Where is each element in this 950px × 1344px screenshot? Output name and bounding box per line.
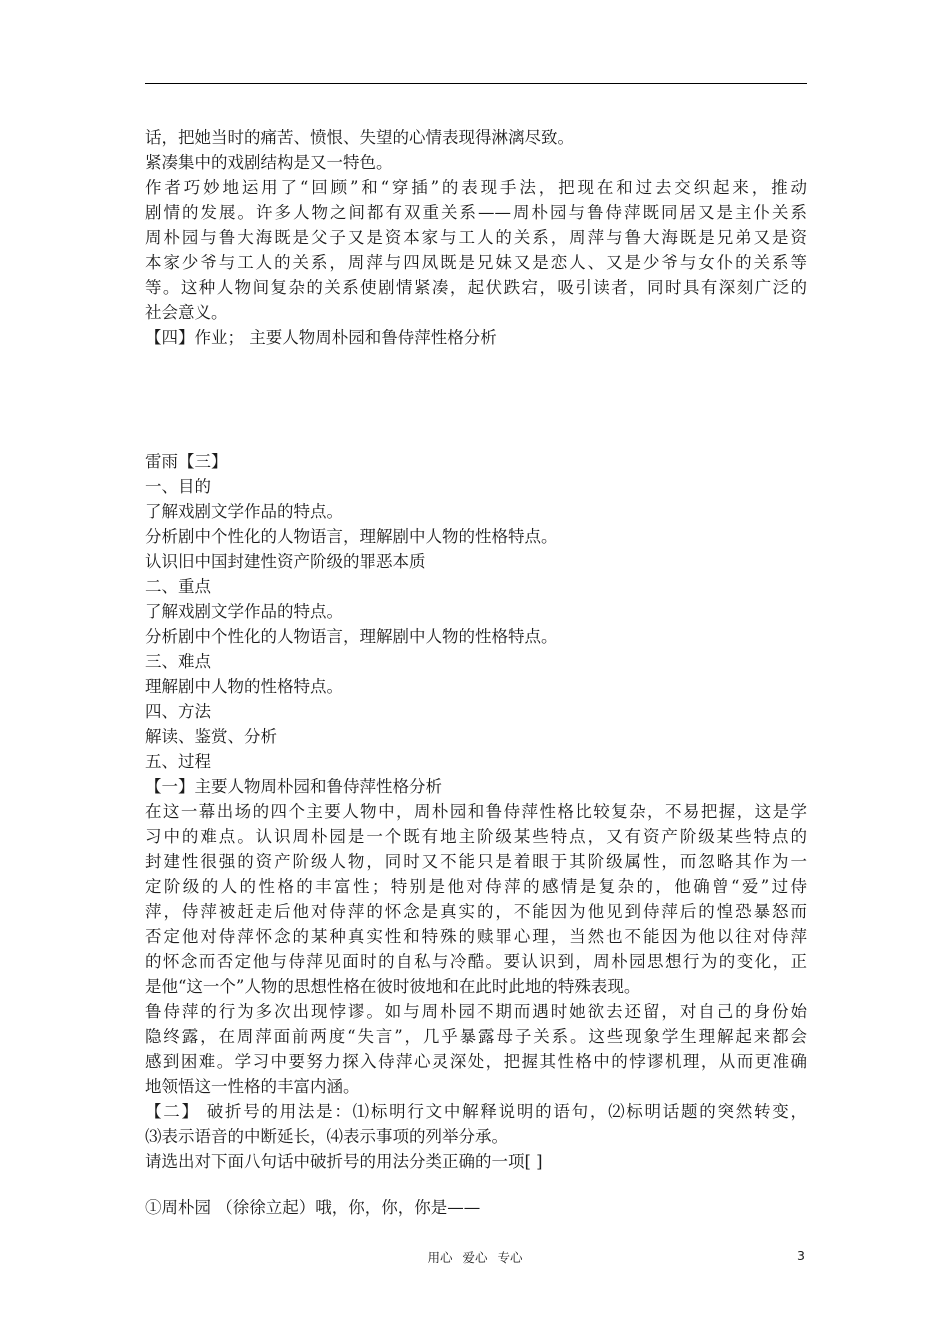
- text-line: 解读、鉴赏、分析: [145, 727, 277, 746]
- text-line: 了解戏剧文学作品的特点。: [145, 502, 343, 521]
- text-line: 习中的难点。认识周朴园是一个既有地主阶级某些特点，又有资产阶级某些特点的: [145, 827, 807, 846]
- text-line: 分析剧中个性化的人物语言，理解剧中人物的性格特点。: [145, 527, 558, 546]
- heading-difficulty: 三、难点: [145, 652, 211, 671]
- text-line: 在这一幕出场的四个主要人物中，周朴园和鲁侍萍性格比较复杂，不易把握，这是学: [145, 802, 807, 821]
- heading-process: 五、过程: [145, 752, 211, 771]
- text-line: 紧凑集中的戏剧结构是又一特色。: [145, 153, 393, 172]
- text-line: ⑶表示语音的中断延长，⑷表示事项的列举分承。: [145, 1127, 508, 1146]
- text-line: 否定他对侍萍怀念的某种真实性和特殊的赎罪心理，当然也不能因为他以往对侍萍: [145, 927, 807, 946]
- page-number: 3: [797, 1248, 805, 1263]
- text-line: 认识旧中国封建性资产阶级的罪恶本质: [145, 552, 426, 571]
- question-line: 请选出对下面八句话中破折号的用法分类正确的一项[ ]: [145, 1152, 543, 1171]
- text-line: 社会意义。: [145, 303, 228, 322]
- heading-method: 四、方法: [145, 702, 211, 721]
- text-line: 本家少爷与工人的关系，周萍与四凤既是兄妹又是恋人、又是少爷与女仆的关系等: [145, 253, 807, 272]
- text-block-top: [145, 125, 807, 350]
- heading-goal: 一、目的: [145, 477, 211, 496]
- text-line: 的怀念而否定他与侍萍见面时的自私与冷酷。要认识到，周朴园思想行为的变化，正: [145, 952, 807, 971]
- heading-focus: 二、重点: [145, 577, 211, 596]
- item-line: ①周朴园 （徐徐立起）哦，你，你，你是——: [145, 1198, 481, 1217]
- text-line: 分析剧中个性化的人物语言，理解剧中人物的性格特点。: [145, 627, 558, 646]
- text-block-main: [145, 449, 807, 1174]
- text-line: 定阶级的人的性格的丰富性；特别是他对侍萍的感情是复杂的，他确曾“爱”过侍: [145, 877, 807, 896]
- text-line: 等。这种人物间复杂的关系使剧情紧凑，起伏跌宕，吸引读者，同时具有深刻广泛的: [145, 278, 807, 297]
- text-line: 话，把她当时的痛苦、愤恨、失望的心情表现得淋漓尽致。: [145, 128, 574, 147]
- section-title: 雷雨【三】: [145, 452, 228, 471]
- text-line: 周朴园与鲁大海既是父子又是资本家与工人的关系，周萍与鲁大海既是兄弟又是资: [145, 228, 807, 247]
- text-line: 鲁侍萍的行为多次出现悖谬。如与周朴园不期而遇时她欲去还留，对自己的身份始: [145, 1002, 807, 1021]
- footer-motto: 用心 爱心 专心: [427, 1250, 523, 1265]
- question-item: [145, 1195, 807, 1220]
- text-line: 隐终露，在周萍面前两度“失言”，几乎暴露母子关系。这些现象学生理解起来都会: [145, 1027, 807, 1046]
- text-line: 感到困难。学习中要努力探入侍萍心灵深处，把握其性格中的悖谬机理，从而更准确: [145, 1052, 807, 1071]
- text-line: 理解剧中人物的性格特点。: [145, 677, 343, 696]
- text-line: 剧情的发展。许多人物之间都有双重关系——周朴园与鲁侍萍既同居又是主仆关系: [145, 203, 807, 222]
- subheading-dash-usage: 【二】 破折号的用法是：⑴标明行文中解释说明的语句，⑵标明话题的突然转变，: [145, 1102, 807, 1121]
- text-line: 地领悟这一性格的丰富内涵。: [145, 1077, 360, 1096]
- text-line: 作者巧妙地运用了“回顾”和“穿插”的表现手法，把现在和过去交织起来，推动: [145, 178, 807, 197]
- header-rule: [145, 83, 807, 84]
- text-line: 是他“这一个”人物的思想性格在彼时彼地和在此时此地的特殊表现。: [145, 977, 641, 996]
- homework-line: 【四】作业； 主要人物周朴园和鲁侍萍性格分析: [145, 328, 497, 347]
- subheading-analysis: 【一】主要人物周朴园和鲁侍萍性格分析: [145, 777, 442, 796]
- text-line: 封建性很强的资产阶级人物，同时又不能只是着眼于其阶级属性，而忽略其作为一: [145, 852, 807, 871]
- text-line: 了解戏剧文学作品的特点。: [145, 602, 343, 621]
- text-line: 萍，侍萍被赶走后他对侍萍的怀念是真实的，不能因为他见到侍萍后的惶恐暴怒而: [145, 902, 807, 921]
